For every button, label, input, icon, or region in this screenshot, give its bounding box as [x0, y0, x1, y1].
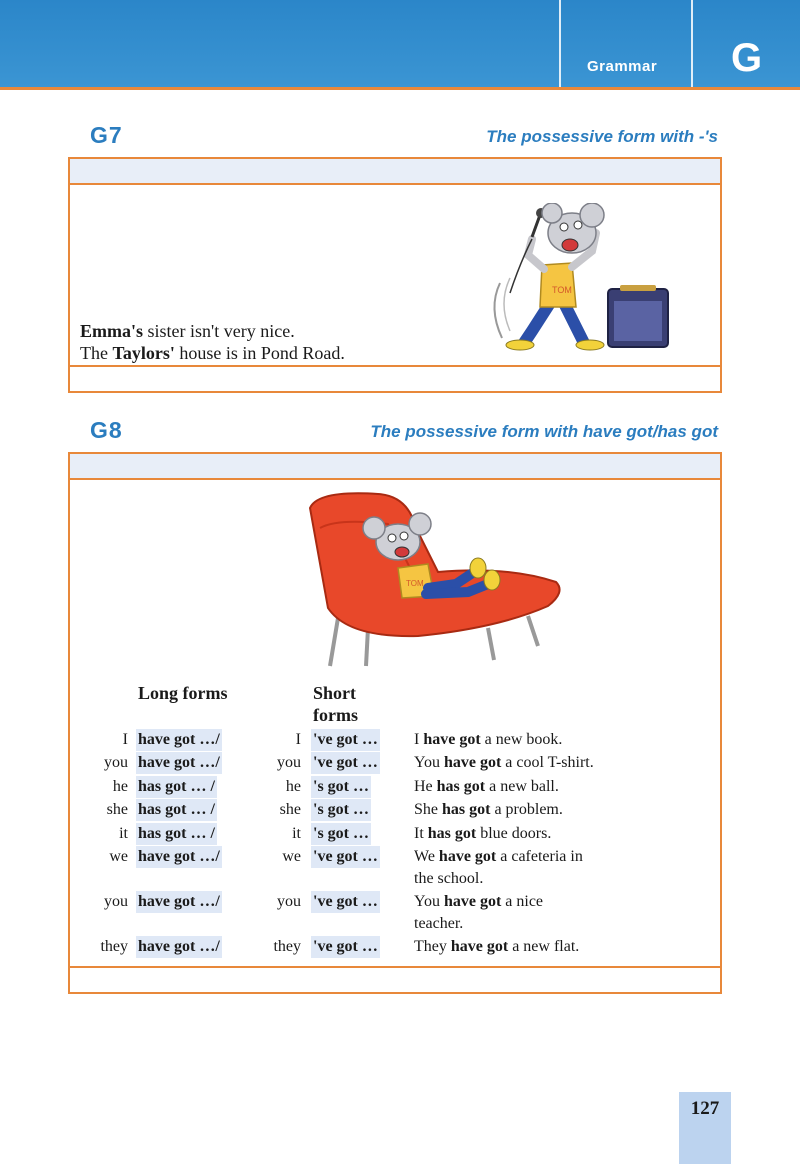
g7-example-1: Emma's sister isn't very nice.	[80, 321, 295, 341]
header-divider	[691, 0, 693, 87]
g7-code: G7	[90, 122, 123, 148]
table-row	[70, 936, 720, 959]
short-form: 've got …	[311, 752, 380, 774]
table-row	[70, 729, 720, 752]
short-form: 've got …	[311, 846, 380, 868]
section-label: Grammar	[587, 58, 658, 75]
table-row	[70, 846, 720, 887]
g7-title: The possessive form with -'s	[486, 127, 718, 146]
short-form: 's got …	[311, 776, 371, 798]
example-sentence: It has got blue doors.	[414, 825, 552, 842]
example-sentence: He has got a new ball.	[414, 778, 559, 795]
example-sentence: You have got a cool T-shirt.	[414, 754, 594, 771]
short-form: 've got …	[311, 729, 380, 751]
svg-text:TOM: TOM	[552, 285, 572, 295]
table-row	[70, 799, 720, 822]
pronoun-short: we	[282, 848, 301, 865]
table-row	[70, 823, 720, 846]
short-form: 've got …	[311, 936, 380, 958]
example-sentence-continued: teacher.	[414, 915, 464, 932]
g7-box	[68, 157, 722, 393]
pronoun-short: he	[285, 778, 301, 795]
svg-text:TOM: TOM	[406, 579, 424, 588]
short-form: 've got …	[311, 891, 380, 913]
long-form: have got …/	[136, 846, 222, 868]
header-rule	[0, 87, 800, 90]
g7-box-separator	[70, 365, 720, 367]
example-sentence: She has got a problem.	[414, 801, 563, 818]
example-sentence: We have got a cafeteria in	[414, 848, 583, 865]
header-short-forms-line1: Short	[313, 683, 357, 703]
example-sentence: I have got a new book.	[414, 731, 563, 748]
table-row	[70, 752, 720, 775]
pronoun: you	[104, 754, 128, 771]
table-row	[70, 776, 720, 799]
header-long-forms: Long forms	[138, 683, 228, 703]
pronoun-short: it	[292, 825, 301, 842]
example-sentence: They have got a new flat.	[414, 938, 580, 955]
g8-code: G8	[90, 417, 123, 443]
chair-icon	[310, 493, 560, 636]
singing-mouse-illustration	[480, 203, 680, 353]
table-row	[70, 891, 720, 932]
pronoun-short: you	[277, 893, 301, 910]
long-form: has got … /	[136, 776, 217, 798]
pronoun: I	[122, 731, 128, 748]
header-short-forms-line2: forms	[313, 705, 358, 725]
pronoun-short: I	[295, 731, 301, 748]
g8-box-header-band	[70, 454, 720, 480]
long-form: has got … /	[136, 799, 217, 821]
long-form: have got …/	[136, 729, 222, 751]
long-form: have got …/	[136, 891, 222, 913]
long-form: have got …/	[136, 936, 222, 958]
g8-title: The possessive form with have got/has got	[370, 422, 718, 441]
chapter-letter: G	[731, 36, 763, 80]
example-sentence-continued: the school.	[414, 870, 484, 887]
pronoun: you	[104, 893, 128, 910]
pronoun: we	[109, 848, 128, 865]
page-number: 127	[690, 1098, 720, 1119]
short-form: 's got …	[311, 799, 371, 821]
g7-example-2: The Taylors' house is in Pond Road.	[80, 343, 345, 363]
pronoun-short: you	[277, 754, 301, 771]
long-form: has got … /	[136, 823, 217, 845]
pronoun-short: they	[273, 938, 301, 955]
g8-box-separator	[70, 966, 720, 968]
pronoun-short: she	[279, 801, 301, 818]
long-form: have got …/	[136, 752, 222, 774]
amplifier-grille	[614, 301, 662, 341]
example-sentence: You have got a nice	[414, 893, 544, 910]
possessive-word: Taylors'	[112, 343, 175, 363]
g7-box-header-band	[70, 159, 720, 185]
header-divider	[559, 0, 561, 87]
pronoun: it	[119, 825, 128, 842]
g8-box	[68, 452, 722, 994]
pronoun: she	[106, 801, 128, 818]
possessive-word: Emma's	[80, 321, 143, 341]
pronoun: he	[112, 778, 128, 795]
short-form: 's got …	[311, 823, 371, 845]
pronoun: they	[100, 938, 128, 955]
mouse-in-chair-illustration	[298, 488, 568, 668]
header-band	[0, 0, 800, 87]
amplifier-handle	[620, 285, 656, 291]
